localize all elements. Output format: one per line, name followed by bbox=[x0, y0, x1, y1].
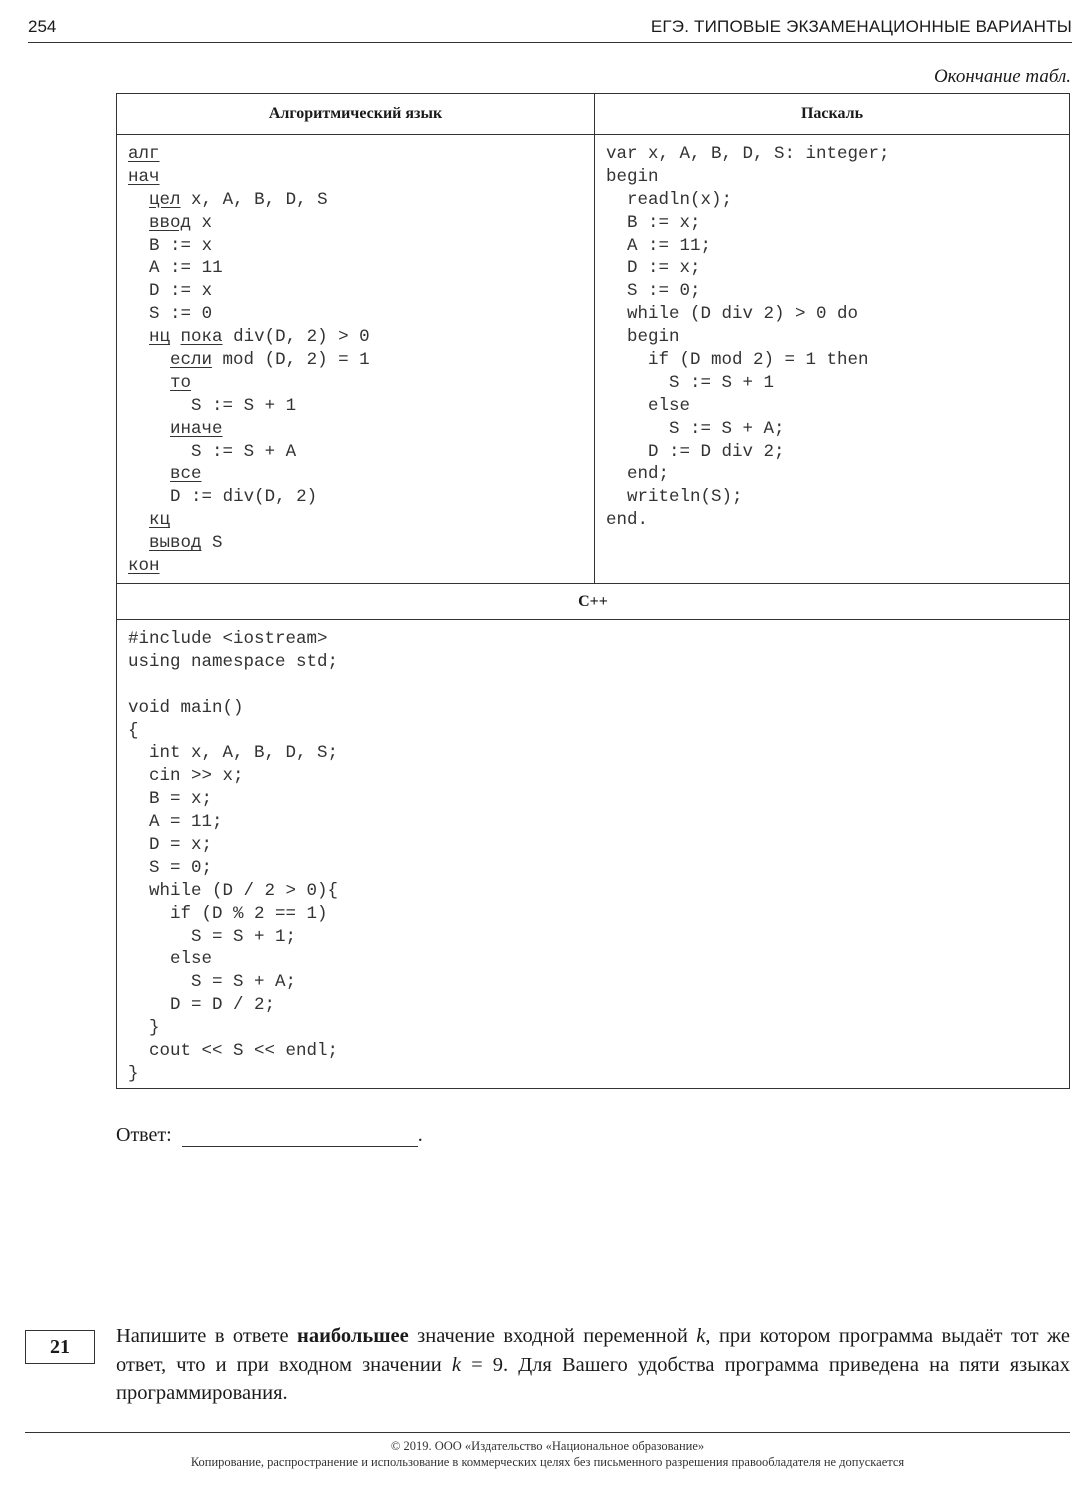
cpp-cell bbox=[117, 620, 1069, 1088]
code-line: S := S + A; bbox=[606, 418, 785, 439]
code-line: using namespace std; bbox=[128, 651, 339, 672]
code-line: readln(x); bbox=[606, 189, 733, 210]
footer-copyright: © 2019. ООО «Издательство «Национальное образование» bbox=[390, 1439, 705, 1453]
code-line: если mod (D, 2) = 1 bbox=[170, 350, 370, 371]
task-text-part: значение входной переменной bbox=[408, 1325, 697, 1347]
code-line: нач bbox=[128, 166, 160, 187]
code-line: { bbox=[128, 720, 139, 741]
code-line: S = S + 1; bbox=[128, 926, 297, 947]
footer-divider bbox=[25, 1432, 1070, 1433]
code-line: else bbox=[606, 395, 691, 416]
code-line: D = x; bbox=[128, 835, 213, 856]
task-number-box: 21 bbox=[25, 1330, 95, 1364]
task-text-part: , при котором программа выдаёт тот же ответ, что и при входном значении bbox=[116, 1325, 1070, 1376]
code-line: A := 11; bbox=[606, 235, 712, 256]
code-table bbox=[116, 93, 1070, 1089]
code-line: D := x; bbox=[606, 258, 701, 279]
code-line: вывод S bbox=[149, 533, 223, 554]
code-line: B = x; bbox=[128, 789, 213, 810]
code-line bbox=[128, 674, 338, 697]
code-line: S := S + A bbox=[191, 441, 297, 462]
code-line: cout << S << endl; bbox=[128, 1041, 339, 1062]
code-line: то bbox=[170, 372, 192, 393]
task-text bbox=[116, 1322, 1070, 1408]
code-line: S = 0; bbox=[128, 857, 213, 878]
code-line: нц пока div(D, 2) > 0 bbox=[149, 327, 370, 348]
code-line: writeln(S); bbox=[606, 487, 743, 508]
code-line: } bbox=[128, 1018, 160, 1039]
algorithmic-language-cell bbox=[117, 135, 595, 583]
code-line: все bbox=[170, 464, 202, 485]
pascal-code bbox=[606, 143, 890, 532]
code-line: end. bbox=[606, 510, 649, 531]
header-pascal: Паскаль bbox=[595, 94, 1069, 135]
code-line: D = D / 2; bbox=[128, 995, 276, 1016]
code-line: кц bbox=[149, 510, 171, 531]
code-line: B := x bbox=[149, 235, 213, 256]
running-title: ЕГЭ. ТИПОВЫЕ ЭКЗАМЕНАЦИОННЫЕ ВАРИАНТЫ bbox=[650, 17, 1072, 36]
code-line: D := div(D, 2) bbox=[170, 487, 318, 508]
code-line: S := 0; bbox=[606, 281, 701, 302]
code-line: S = S + A; bbox=[128, 972, 297, 993]
task-text-part: = 9. Для Вашего удобства программа приведена на пяти языках программирования. bbox=[116, 1353, 1070, 1404]
table-continuation-label: Окончание табл. bbox=[933, 66, 1071, 87]
code-line: S := 0 bbox=[149, 304, 213, 325]
page-header bbox=[28, 14, 1072, 43]
code-line: begin bbox=[606, 166, 659, 187]
code-line: void main() bbox=[128, 697, 244, 718]
code-line: иначе bbox=[170, 418, 223, 439]
task-text-emphasis: наибольшее bbox=[297, 1325, 409, 1347]
page-number: 254 bbox=[28, 17, 57, 36]
cpp-code bbox=[128, 628, 338, 1086]
answer-label: Ответ: bbox=[116, 1124, 172, 1146]
code-line: cin >> x; bbox=[128, 766, 244, 787]
code-line: while (D / 2 > 0){ bbox=[128, 880, 339, 901]
code-line: B := x; bbox=[606, 212, 701, 233]
header-cpp: C++ bbox=[117, 583, 1069, 620]
code-line: end; bbox=[606, 464, 670, 485]
code-line: цел x, A, B, D, S bbox=[149, 189, 328, 210]
code-line: D := D div 2; bbox=[606, 441, 785, 462]
code-line: S := S + 1 bbox=[606, 372, 775, 393]
code-line: S := S + 1 bbox=[191, 395, 297, 416]
code-line: begin bbox=[606, 327, 680, 348]
answer-blank bbox=[182, 1126, 418, 1147]
code-line: if (D mod 2) = 1 then bbox=[606, 350, 869, 371]
code-line: else bbox=[128, 949, 213, 970]
code-line: алг bbox=[128, 144, 160, 164]
task-text-part: Напишите в ответе bbox=[116, 1325, 298, 1347]
code-line: } bbox=[128, 1063, 139, 1084]
code-line: A = 11; bbox=[128, 812, 223, 833]
answer-line bbox=[116, 1124, 423, 1147]
code-line: ввод x bbox=[149, 212, 213, 233]
code-line: #include <iostream> bbox=[128, 629, 328, 649]
task-variable: k bbox=[696, 1325, 706, 1347]
code-line: кон bbox=[128, 556, 160, 577]
answer-suffix: . bbox=[417, 1124, 423, 1146]
code-line: A := 11 bbox=[149, 258, 223, 279]
header-algorithmic-language: Алгоритмический язык bbox=[117, 94, 595, 135]
footer-notice: Копирование, распространение и использование в коммерческих целях без письменного разрешения правообладателя не допускается bbox=[190, 1455, 905, 1469]
pascal-cell bbox=[595, 135, 1069, 583]
code-line: var x, A, B, D, S: integer; bbox=[606, 144, 890, 164]
code-line: D := x bbox=[149, 281, 213, 302]
code-line: while (D div 2) > 0 do bbox=[606, 304, 859, 325]
code-line: int x, A, B, D, S; bbox=[128, 743, 339, 764]
algorithmic-language-code bbox=[128, 143, 370, 578]
page-footer bbox=[25, 1438, 1070, 1470]
code-line: if (D % 2 == 1) bbox=[128, 903, 328, 924]
task-variable: k bbox=[451, 1353, 461, 1376]
